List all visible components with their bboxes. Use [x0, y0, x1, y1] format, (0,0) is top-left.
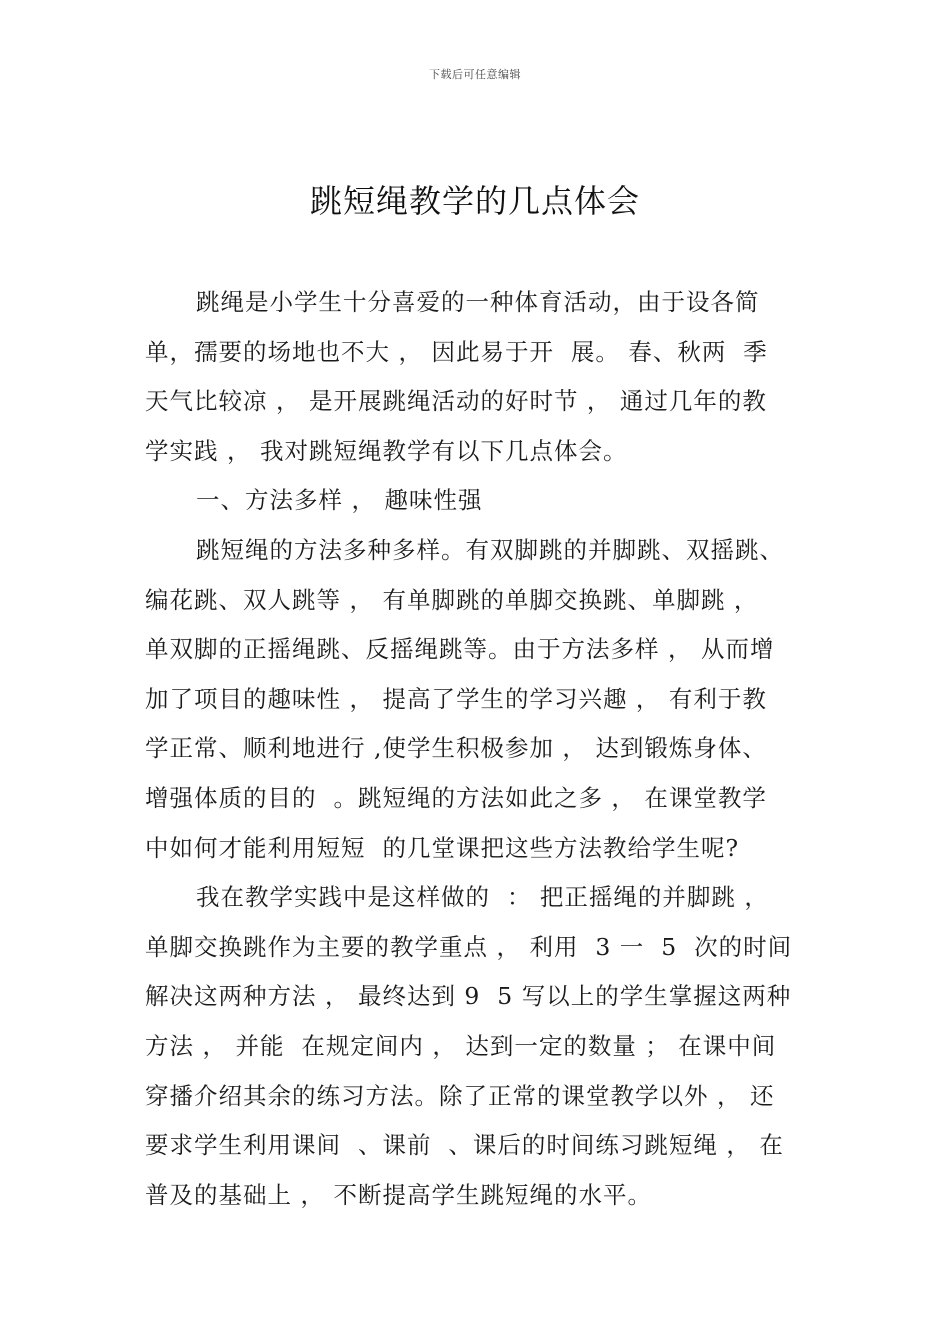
- text-line: 单，孺要的场地也不大 ， 因此易于开 展。 春、秋两 季: [145, 337, 768, 366]
- text-line: 学实践 ， 我对跳短绳教学有以下几点体会。: [145, 436, 628, 465]
- text-line: 方法 ， 并能 在规定间内 ， 达到一定的数量 ； 在课中间: [145, 1031, 777, 1060]
- header-note: 下载后可任意编辑: [429, 68, 521, 81]
- text-line: 跳短绳的方法多种多样。有双脚跳的并脚跳、双摇跳、: [196, 535, 784, 564]
- text-line: 中如何才能利用短短 的几堂课把这些方法教给学生呢?: [145, 833, 740, 862]
- text-line: 学正常、顺利地进行 ,使学生积极参加 ， 达到锻炼身体、: [145, 734, 767, 763]
- text-line: 单脚交换跳作为主要的教学重点 ， 利用 3 一 5 次的时间: [145, 932, 793, 961]
- text-line: 穿播介绍其余的练习方法。除了正常的课堂教学以外 ， 还: [145, 1081, 775, 1110]
- text-line: 增强体质的目的 。跳短绳的方法如此之多 ， 在课堂教学: [145, 783, 767, 812]
- text-line: 跳绳是小学生十分喜爱的一种体育活动，由于设各简: [196, 288, 760, 316]
- document-body: [145, 278, 810, 1220]
- text-line: 要求学生利用课间 、课前 、课后的时间练习跳短绳 ， 在: [145, 1131, 784, 1160]
- text-line: 一、方法多样 ， 趣味性强: [196, 486, 483, 515]
- text-line: 解决这两种方法 ， 最终达到 9 5 写以上的学生掌握这两种: [145, 982, 792, 1011]
- text-line: 单双脚的正摇绳跳、反摇绳跳等。由于方法多样 ， 从而增: [145, 635, 775, 664]
- text-line: 普及的基础上 ， 不断提高学生跳短绳的水平。: [145, 1180, 652, 1209]
- text-line: 加了项目的趣味性 ， 提高了学生的学习兴趣 ， 有利于教: [145, 684, 767, 713]
- text-line: 我在教学实践中是这样做的 ： 把正摇绳的并脚跳 ，: [196, 883, 769, 912]
- text-line: 编花跳、双人跳等 ， 有单脚跳的单脚交换跳、单脚跳 ，: [145, 585, 759, 614]
- text-line: 天气比较凉 ， 是开展跳绳活动的好时节 ， 通过几年的教: [145, 387, 767, 416]
- document-title: 跳短绳教学的几点体会: [309, 182, 640, 220]
